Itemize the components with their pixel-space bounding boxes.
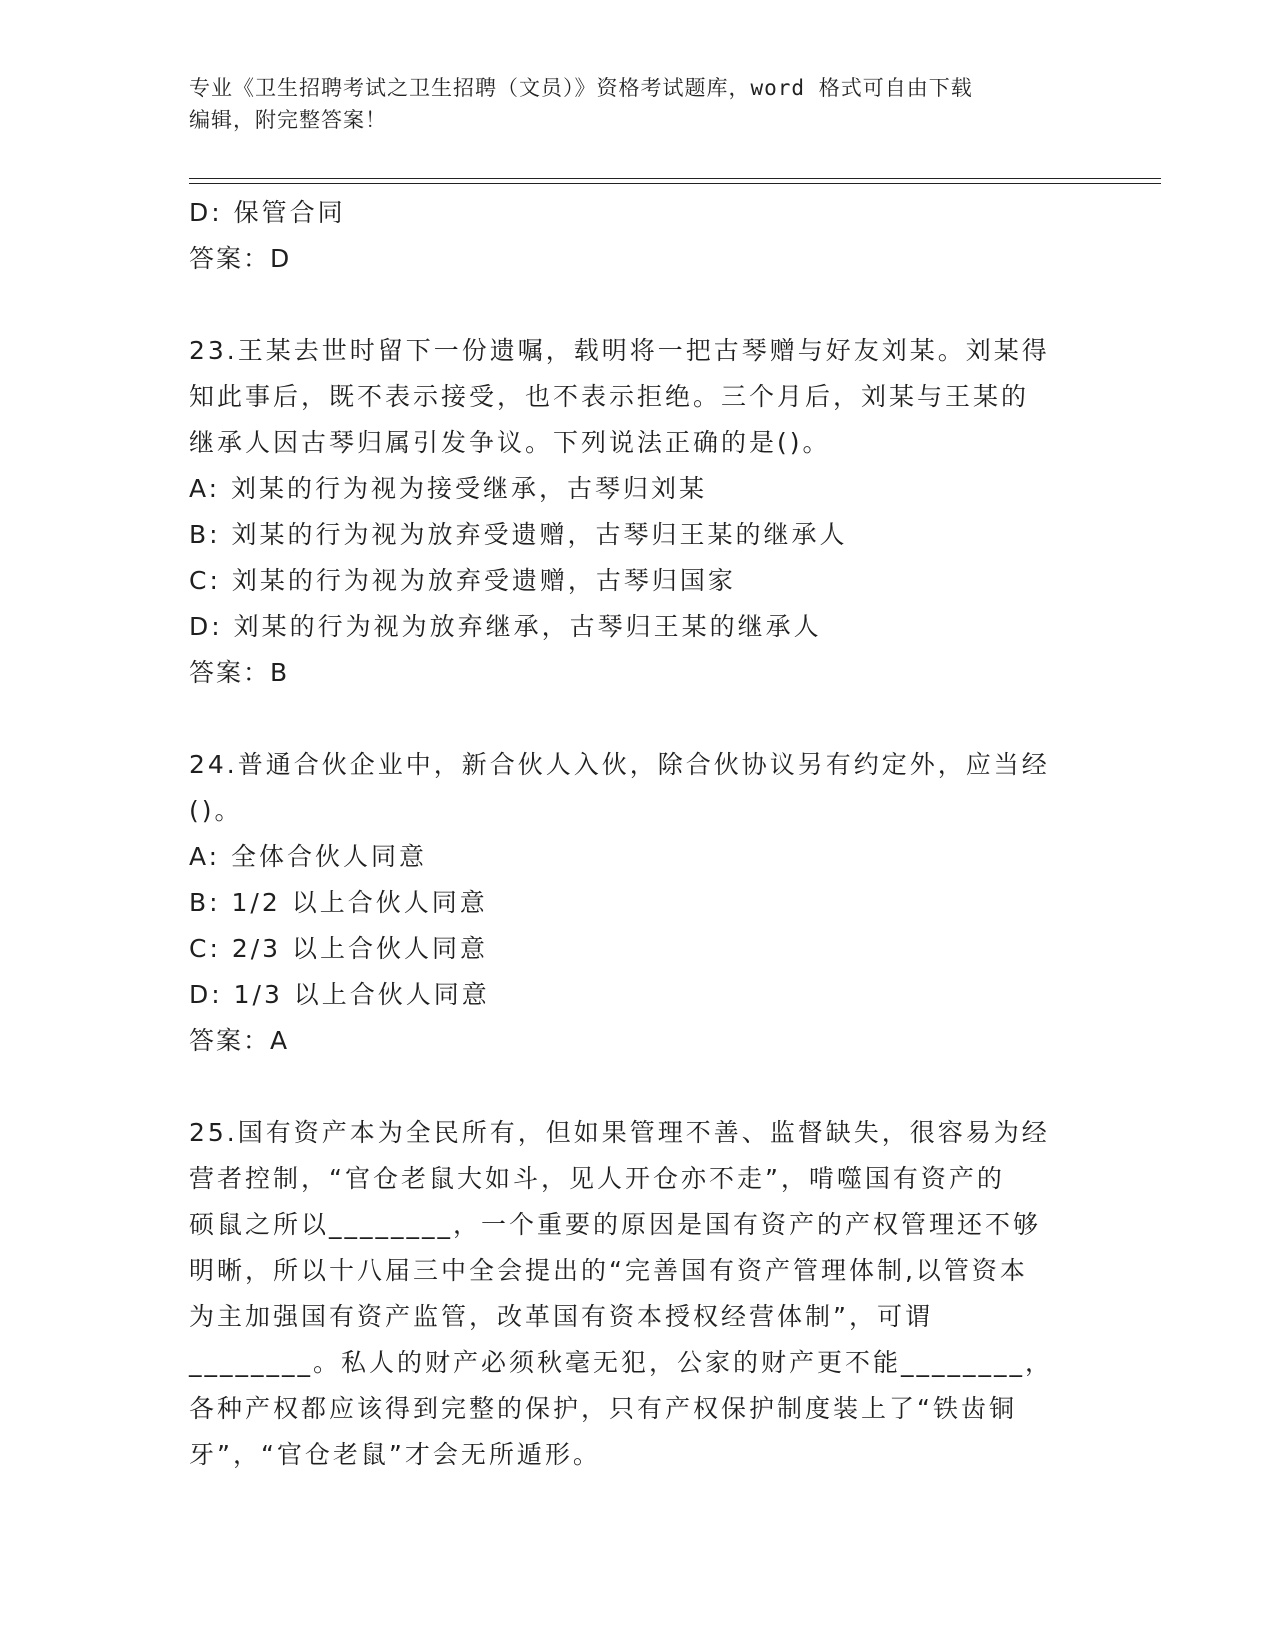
- q25-stem-line: 25.国有资产本为全民所有，但如果管理不善、监督缺失，很容易为经: [189, 1118, 1050, 1147]
- question-24: [189, 742, 1089, 1064]
- q22-option-d: D: 保管合同: [189, 198, 346, 227]
- q24-answer: 答案：A: [189, 1026, 290, 1055]
- q24-option-a: A: 全体合伙人同意: [189, 842, 428, 871]
- question-25: [189, 1110, 1089, 1478]
- q23-option-b: B: 刘某的行为视为放弃受遗赠，古琴归王某的继承人: [189, 520, 848, 549]
- q24-option-c: C: 2/3 以上合伙人同意: [189, 934, 489, 963]
- question-content: [189, 190, 1089, 1478]
- q23-stem-line: 23.王某去世时留下一份遗嘱，载明将一把古琴赠与好友刘某。刘某得: [189, 336, 1050, 365]
- q25-stem-line: 明晰，所以十八届三中全会提出的“完善国有资产管理体制,以管资本: [189, 1256, 1028, 1285]
- q25-stem-line: 为主加强国有资产监管，改革国有资本授权经营体制”，可谓: [189, 1302, 933, 1331]
- q25-stem-line: 牙”，“官仓老鼠”才会无所遁形。: [189, 1440, 601, 1469]
- q24-stem-line: 24.普通合伙企业中，新合伙人入伙，除合伙协议另有约定外，应当经: [189, 750, 1050, 779]
- q23-stem-line: 知此事后，既不表示接受，也不表示拒绝。三个月后，刘某与王某的: [189, 382, 1030, 411]
- header-divider-top: [189, 178, 1161, 179]
- q25-stem-line: 硕鼠之所以________，一个重要的原因是国有资产的产权管理还不够: [189, 1210, 1042, 1239]
- spacer: [189, 696, 1089, 742]
- q23-option-d: D: 刘某的行为视为放弃继承，古琴归王某的继承人: [189, 612, 822, 641]
- spacer: [189, 282, 1089, 328]
- q23-stem-line: 继承人因古琴归属引发争议。下列说法正确的是()。: [189, 428, 831, 457]
- question-23: [189, 328, 1089, 696]
- page-header: [189, 72, 1089, 136]
- q25-stem-line: ________。私人的财产必须秋毫无犯，公家的财产更不能________，: [189, 1348, 1054, 1377]
- q23-option-a: A: 刘某的行为视为接受继承，古琴归刘某: [189, 474, 708, 503]
- q25-stem-line: 各种产权都应该得到完整的保护，只有产权保护制度装上了“铁齿铜: [189, 1394, 1017, 1423]
- header-line-2: 编辑，附完整答案！: [189, 108, 387, 132]
- spacer: [189, 1064, 1089, 1110]
- q24-stem-line: ()。: [189, 796, 243, 825]
- q25-stem-line: 营者控制，“官仓老鼠大如斗，见人开仓亦不走”，啃噬国有资产的: [189, 1164, 1005, 1193]
- q23-answer: 答案：B: [189, 658, 290, 687]
- q23-option-c: C: 刘某的行为视为放弃受遗赠，古琴归国家: [189, 566, 736, 595]
- q24-option-d: D: 1/3 以上合伙人同意: [189, 980, 490, 1009]
- header-divider-bottom: [189, 183, 1161, 184]
- q22-answer: 答案：D: [189, 244, 292, 273]
- header-line-1: 专业《卫生招聘考试之卫生招聘（文员）》资格考试题库，word 格式可自由下载: [189, 76, 973, 100]
- q24-option-b: B: 1/2 以上合伙人同意: [189, 888, 488, 917]
